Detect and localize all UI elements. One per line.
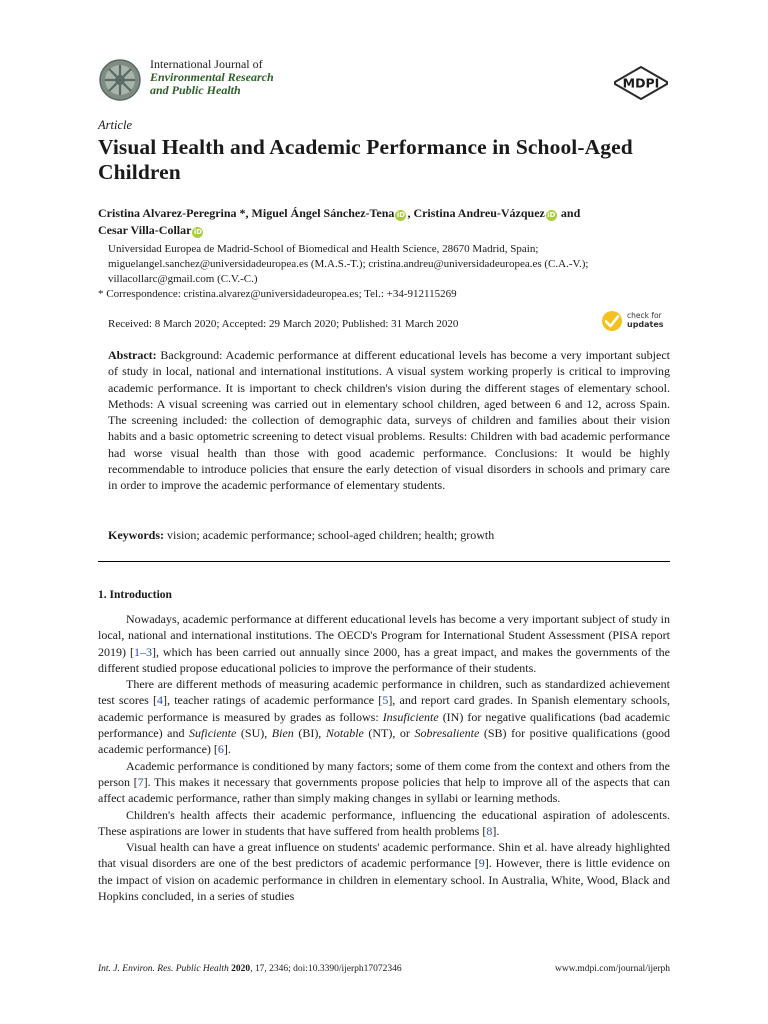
body-text [98,611,670,904]
keywords-text: vision; academic performance; school-aged children; health; growth [164,528,495,542]
check-updates-icon [601,310,623,332]
author-name: Cristina Alvarez-Peregrina *, [98,206,252,220]
text-run: There are different methods of measuring academic performance in children, such as standardized achievement test scores [ [98,677,670,708]
article-type: Article [98,118,133,132]
grade-term: Notable [325,726,364,741]
abstract-label: Abstract: [108,348,157,362]
mdpi-logo-icon [612,66,670,100]
page-title: Visual Health and Academic Performance in School-Aged Children [98,135,633,184]
publication-dates: Received: 8 March 2020; Accepted: 29 March 2020; Published: 31 March 2020 [108,318,459,330]
affiliation-line: miguelangel.sanchez@universidadeuropea.es (M.A.S.-T.); cristina.andreu@universidadeuropea.es (C.A.-V.); [108,258,589,270]
text-run: ]. [492,823,500,838]
journal-name-line3: and Public Health [150,83,241,97]
journal-url-link[interactable]: www.mdpi.com/journal/ijerph [555,964,670,974]
section-divider [98,561,670,562]
text-run: Children's health affects their academic performance, influencing the educational aspiration of adolescents. These aspirations are lower in students that have suffered from health problems [ [98,807,670,838]
check-for-updates-badge[interactable] [601,309,671,333]
citation-link[interactable]: 9 [478,856,485,871]
keywords-label: Keywords: [108,528,164,542]
author-list [98,205,668,239]
orcid-icon[interactable]: iD [193,228,203,236]
citation-link[interactable]: 6 [217,742,224,757]
journal-name [150,58,274,97]
paragraph [98,839,670,904]
abstract-text: Background: Academic performance at different educational levels has become a very important subject of study in local, national and international institutions. A visual system working properly is critical to improving academic performance. It is important to check children's vision during the different stages of elementary school. Methods: A visual screening was carried out in elementary school children, aged between 6 and 12, across Spain. The screening included: the collection of demographic data, surveys of children and families about their vision habits and a basic optometric screening to detect visual problems. Results: Children with bad academic performance had worse visual health than those with good academic performance. Conclusions: It would be highly recommendable to introduce policies that ensure the early detection of visual disorders in schools and primary care in order to improve the academic performance of elementary students. [108,348,670,493]
keywords [108,527,670,543]
author-name: Cristina Andreu-Vázquez [413,206,545,220]
author-conjunction: and [557,206,581,220]
citation-link[interactable]: 1–3 [133,644,152,659]
paragraph [98,676,670,757]
affiliation-line: Universidad Europea de Madrid-School of Biomedical and Health Science, 28670 Madrid, Spain; [108,243,539,255]
citation-link[interactable]: 5 [382,693,389,708]
author-name: Cesar Villa-Collar [98,223,192,237]
text-run: Nowadays, academic performance at different educational levels has become a very important subject of study in local, national and international institutions. The OECD's Program for International Student Assessment (PISA report 2019) [ [98,612,670,659]
text-run: (SB) for positive qualifications (good academic performance) [ [98,726,671,757]
text-run: (SU), [236,726,272,741]
grade-term: Sobresaliente [414,726,480,741]
grade-term: Suficiente [189,726,237,741]
text-run: Academic performance is conditioned by many factors; some of them come from the context and others from the person [ [98,758,670,789]
journal-name-line2: Environmental Research [150,70,274,84]
affiliations [98,242,678,302]
footer-citation-rest: , 17, 2346; doi:10.3390/ijerph17072346 [250,964,402,974]
footer-citation [98,964,402,974]
affiliation-line: villacollarc@gmail.com (C.V.-C.) [108,273,258,285]
footer-year: 2020 [231,964,251,974]
correspondence-line: * Correspondence: cristina.alvarez@universidadeuropea.es; Tel.: +34-912115269 [98,288,457,300]
author-name: Miguel Ángel Sánchez-Tena [251,206,395,220]
check-updates-line2: updates [627,320,664,329]
text-run: ], teacher ratings of academic performance [ [163,693,383,708]
text-run: ], which has been carried out annually since 2000, has a great impact, and makes the governments of the different studied propose educational policies to improve the performance of their students. [98,644,670,675]
paragraph [98,611,670,676]
citation-link[interactable]: 8 [486,823,493,838]
journal-logo-icon [98,58,142,102]
paragraph [98,758,670,807]
text-run: ], and report card grades. In Spanish elementary schools, academic performance is measured by grades as follows: [98,693,670,724]
text-run: ]. This makes it necessary that governments propose policies that help to improve all of the aspects that can affect academic performance, rather than simply making changes in syllabi or learning methods. [98,774,670,806]
footer-journal: Int. J. Environ. Res. Public Health [98,964,229,974]
abstract [108,347,670,494]
check-updates-text [627,311,664,329]
section-heading: 1. Introduction [98,589,172,601]
check-updates-line1: check for [627,311,662,320]
orcid-icon[interactable]: iD [547,211,556,219]
text-run: (BI), [293,726,326,741]
citation-link[interactable]: 7 [137,774,144,789]
text-run: (NT), or [363,726,415,741]
mdpi-logo-text: MDPI [622,75,660,91]
text-run: ]. However, there is little evidence on the impact of vision on academic performance in children in elementary school. In Australia, White, Wood, Black and Hopkins concluded, in a series of studies [98,856,671,904]
paragraph [98,807,670,840]
grade-term: Insuficiente [382,709,439,724]
author-separator: , [407,206,414,220]
grade-term: Bien [271,726,294,741]
text-run: (IN) for negative qualifications (bad academic performance) and [98,709,670,741]
citation-link[interactable]: 4 [157,693,164,708]
text-run: ]. [223,742,231,757]
orcid-icon[interactable]: iD [396,211,406,219]
text-run: Visual health can have a great influence on students' academic performance. Shin et al. have already highlighted that visual disorders are one of the best predictors of academic performance [ [98,840,670,871]
journal-name-line1: International Journal of [150,57,263,71]
